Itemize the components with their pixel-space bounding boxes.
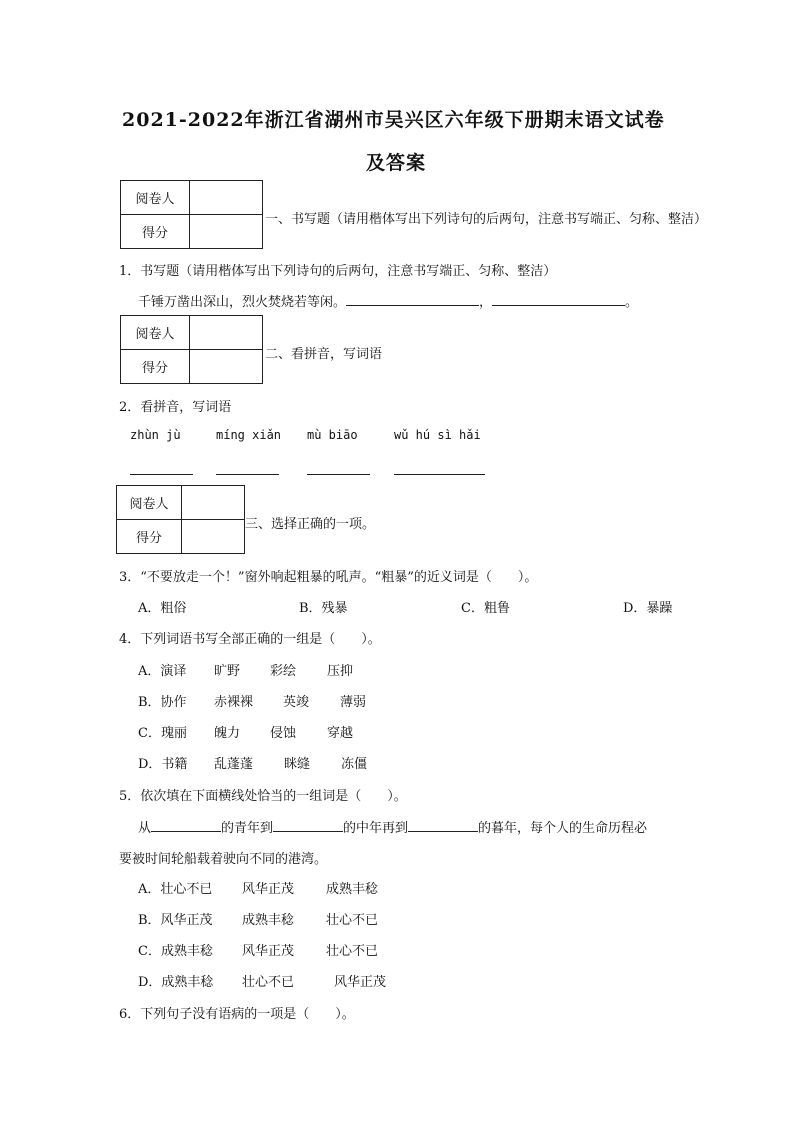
- comma: ，: [479, 295, 493, 310]
- option-word: 壮心不已: [242, 975, 295, 990]
- score-box[interactable]: [190, 350, 263, 384]
- question-5-sentence: [138, 817, 647, 836]
- option-word: 穿越: [327, 726, 354, 741]
- option-word: 壮心不已: [326, 913, 379, 928]
- sentence-fragment: 的中年再到: [343, 821, 409, 836]
- sentence-fragment: 的青年到: [221, 821, 274, 836]
- poem-text: 千锤万凿出深山，烈火焚烧若等闲。: [138, 295, 347, 310]
- score-label: 得分: [121, 350, 190, 384]
- option-d[interactable]: D．成熟丰稔: [138, 975, 214, 990]
- option-c[interactable]: C．粗鲁: [461, 601, 510, 616]
- option-c[interactable]: C．成熟丰稔: [138, 944, 213, 959]
- option-word: 英竣: [283, 695, 310, 710]
- grader-table-1: [120, 180, 263, 249]
- option-b[interactable]: B．协作: [138, 695, 187, 710]
- reviewer-box[interactable]: [182, 486, 245, 520]
- option-b[interactable]: B．残暴: [299, 601, 348, 616]
- option-word: 压抑: [327, 664, 354, 679]
- question-5-sentence-line2: 要被时间轮船载着驶向不同的港湾。: [119, 852, 328, 867]
- pinyin-2: míng xiǎn: [216, 428, 282, 442]
- option-word: 成熟丰稔: [326, 882, 379, 897]
- reviewer-box[interactable]: [190, 181, 263, 215]
- score-label: 得分: [121, 215, 190, 249]
- score-label: 得分: [117, 520, 182, 554]
- option-word: 侵蚀: [270, 726, 297, 741]
- pinyin-1: zhùn jù: [130, 428, 181, 442]
- question-5-stem: 5．依次填在下面横线处恰当的一组词是（ ）。: [119, 789, 407, 804]
- answer-blank[interactable]: [408, 818, 478, 832]
- option-c[interactable]: C．瑰丽: [138, 726, 187, 741]
- option-word: 风华正茂: [242, 882, 295, 897]
- period: 。: [625, 295, 639, 310]
- question-2-stem: 2．看拼音，写词语: [119, 400, 232, 415]
- option-word: 旷野: [214, 664, 241, 679]
- answer-line[interactable]: [130, 474, 193, 475]
- option-word: 冻僵: [341, 757, 368, 772]
- score-box[interactable]: [190, 215, 263, 249]
- pinyin-4: wǔ hú sì hǎi: [394, 428, 481, 442]
- page-title: 2021-2022年浙江省湖州市吴兴区六年级下册期末语文试卷: [122, 109, 665, 131]
- reviewer-label: 阅卷人: [121, 181, 190, 215]
- option-a[interactable]: A．演译: [138, 664, 187, 679]
- page-title-continued: 及答案: [366, 152, 427, 174]
- question-3-stem: 3．“不要放走一个！”窗外响起粗暴的吼声。“粗暴”的近义词是（ ）。: [119, 570, 538, 585]
- question-1-stem: 1．书写题（请用楷体写出下列诗句的后两句，注意书写端正、匀称、整洁）: [119, 264, 557, 279]
- option-word: 眯缝: [284, 757, 311, 772]
- option-b[interactable]: B．风华正茂: [138, 913, 213, 928]
- reviewer-label: 阅卷人: [121, 316, 190, 350]
- answer-blank[interactable]: [273, 818, 343, 832]
- section-heading-3: 三、选择正确的一项。: [245, 517, 376, 532]
- answer-blank[interactable]: [492, 292, 625, 306]
- answer-blank[interactable]: [151, 818, 221, 832]
- question-1-line: [138, 291, 638, 310]
- question-4-stem: 4．下列词语书写全部正确的一组是（ ）。: [119, 632, 381, 647]
- pinyin-3: mù biāo: [307, 428, 358, 442]
- option-word: 成熟丰稔: [242, 913, 295, 928]
- option-a[interactable]: A．粗俗: [138, 601, 187, 616]
- section-heading-1: 一、书写题（请用楷体写出下列诗句的后两句，注意书写端正、匀称、整洁）: [265, 212, 708, 227]
- score-box[interactable]: [182, 520, 245, 554]
- option-word: 壮心不已: [326, 944, 379, 959]
- grader-table-3: [116, 485, 245, 554]
- grader-table-2: [120, 315, 263, 384]
- answer-line[interactable]: [216, 474, 279, 475]
- reviewer-box[interactable]: [190, 316, 263, 350]
- answer-line[interactable]: [394, 474, 485, 475]
- question-6-stem: 6．下列句子没有语病的一项是（ ）。: [119, 1007, 355, 1022]
- option-word: 魄力: [214, 726, 241, 741]
- option-a[interactable]: A．壮心不已: [138, 882, 213, 897]
- answer-blank[interactable]: [346, 292, 479, 306]
- option-word: 薄弱: [340, 695, 367, 710]
- sentence-fragment: 的暮年，每个人的生命历程必: [478, 821, 648, 836]
- answer-line[interactable]: [307, 474, 370, 475]
- reviewer-label: 阅卷人: [117, 486, 182, 520]
- option-word: 风华正茂: [242, 944, 295, 959]
- option-word: 风华正茂: [334, 975, 387, 990]
- option-word: 彩绘: [270, 664, 297, 679]
- option-word: 乱蓬蓬: [214, 757, 254, 772]
- sentence-fragment: 从: [138, 821, 152, 836]
- section-heading-2: 二、看拼音，写词语: [265, 347, 383, 362]
- option-word: 赤裸裸: [214, 695, 254, 710]
- option-d[interactable]: D．暴躁: [623, 601, 673, 616]
- option-d[interactable]: D．书籍: [138, 757, 188, 772]
